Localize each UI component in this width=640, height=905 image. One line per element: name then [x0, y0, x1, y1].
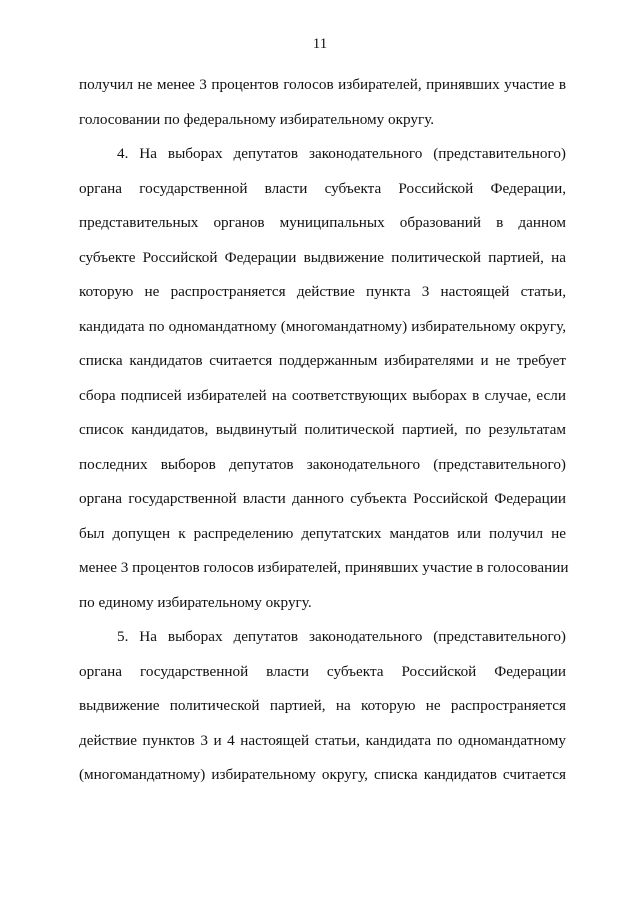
text-line: последних выборов депутатов законодательного (представительного) — [79, 455, 566, 473]
text-line: 4. На выборах депутатов законодательного (представительного) — [117, 145, 566, 162]
text-line: голосовании по федеральному избирательному округу. — [79, 110, 435, 128]
text-line: менее 3 процентов голосов избирателей, принявших участие в голосовании — [79, 559, 569, 576]
body-text — [79, 75, 569, 800]
text-line: (многомандатному) избирательному округу, списка кандидатов считается — [79, 766, 566, 783]
text-line: получил не менее 3 процентов голосов избирателей, принявших участие в — [79, 76, 566, 93]
text-line: списка кандидатов считается поддержанным избирателями и не требует — [79, 352, 566, 369]
text-line: которую не распространяется действие пункта 3 настоящей статьи, — [79, 283, 566, 300]
paragraph-item-5 — [79, 627, 566, 800]
paragraph-continuation — [79, 75, 566, 144]
text-line: список кандидатов, выдвинутый политической партией, по результатам — [79, 421, 566, 438]
text-line: по единому избирательному округу. — [79, 593, 312, 611]
text-line: действие пунктов 3 и 4 настоящей статьи, кандидата по одномандатному — [79, 731, 566, 749]
text-line: органа государственной власти субъекта Российской Федерации, — [79, 179, 566, 197]
text-line: был допущен к распределению депутатских мандатов или получил не — [79, 524, 566, 542]
paragraph-item-4 — [79, 144, 569, 627]
text-line: выдвижение политической партией, на которую не распространяется — [79, 697, 566, 714]
text-line: представительных органов муниципальных образований в данном — [79, 214, 566, 231]
text-line: 5. На выборах депутатов законодательного (представительного) — [117, 628, 566, 645]
text-line: сбора подписей избирателей на соответствующих выборах в случае, если — [79, 386, 566, 404]
text-line: кандидата по одномандатному (многомандатному) избирательному округу, — [79, 317, 566, 335]
page-number: 11 — [312, 36, 328, 52]
text-line: субъекте Российской Федерации выдвижение политической партией, на — [79, 248, 566, 266]
text-line: органа государственной власти субъекта Российской Федерации — [79, 662, 566, 680]
text-line: органа государственной власти данного субъекта Российской Федерации — [79, 490, 566, 507]
